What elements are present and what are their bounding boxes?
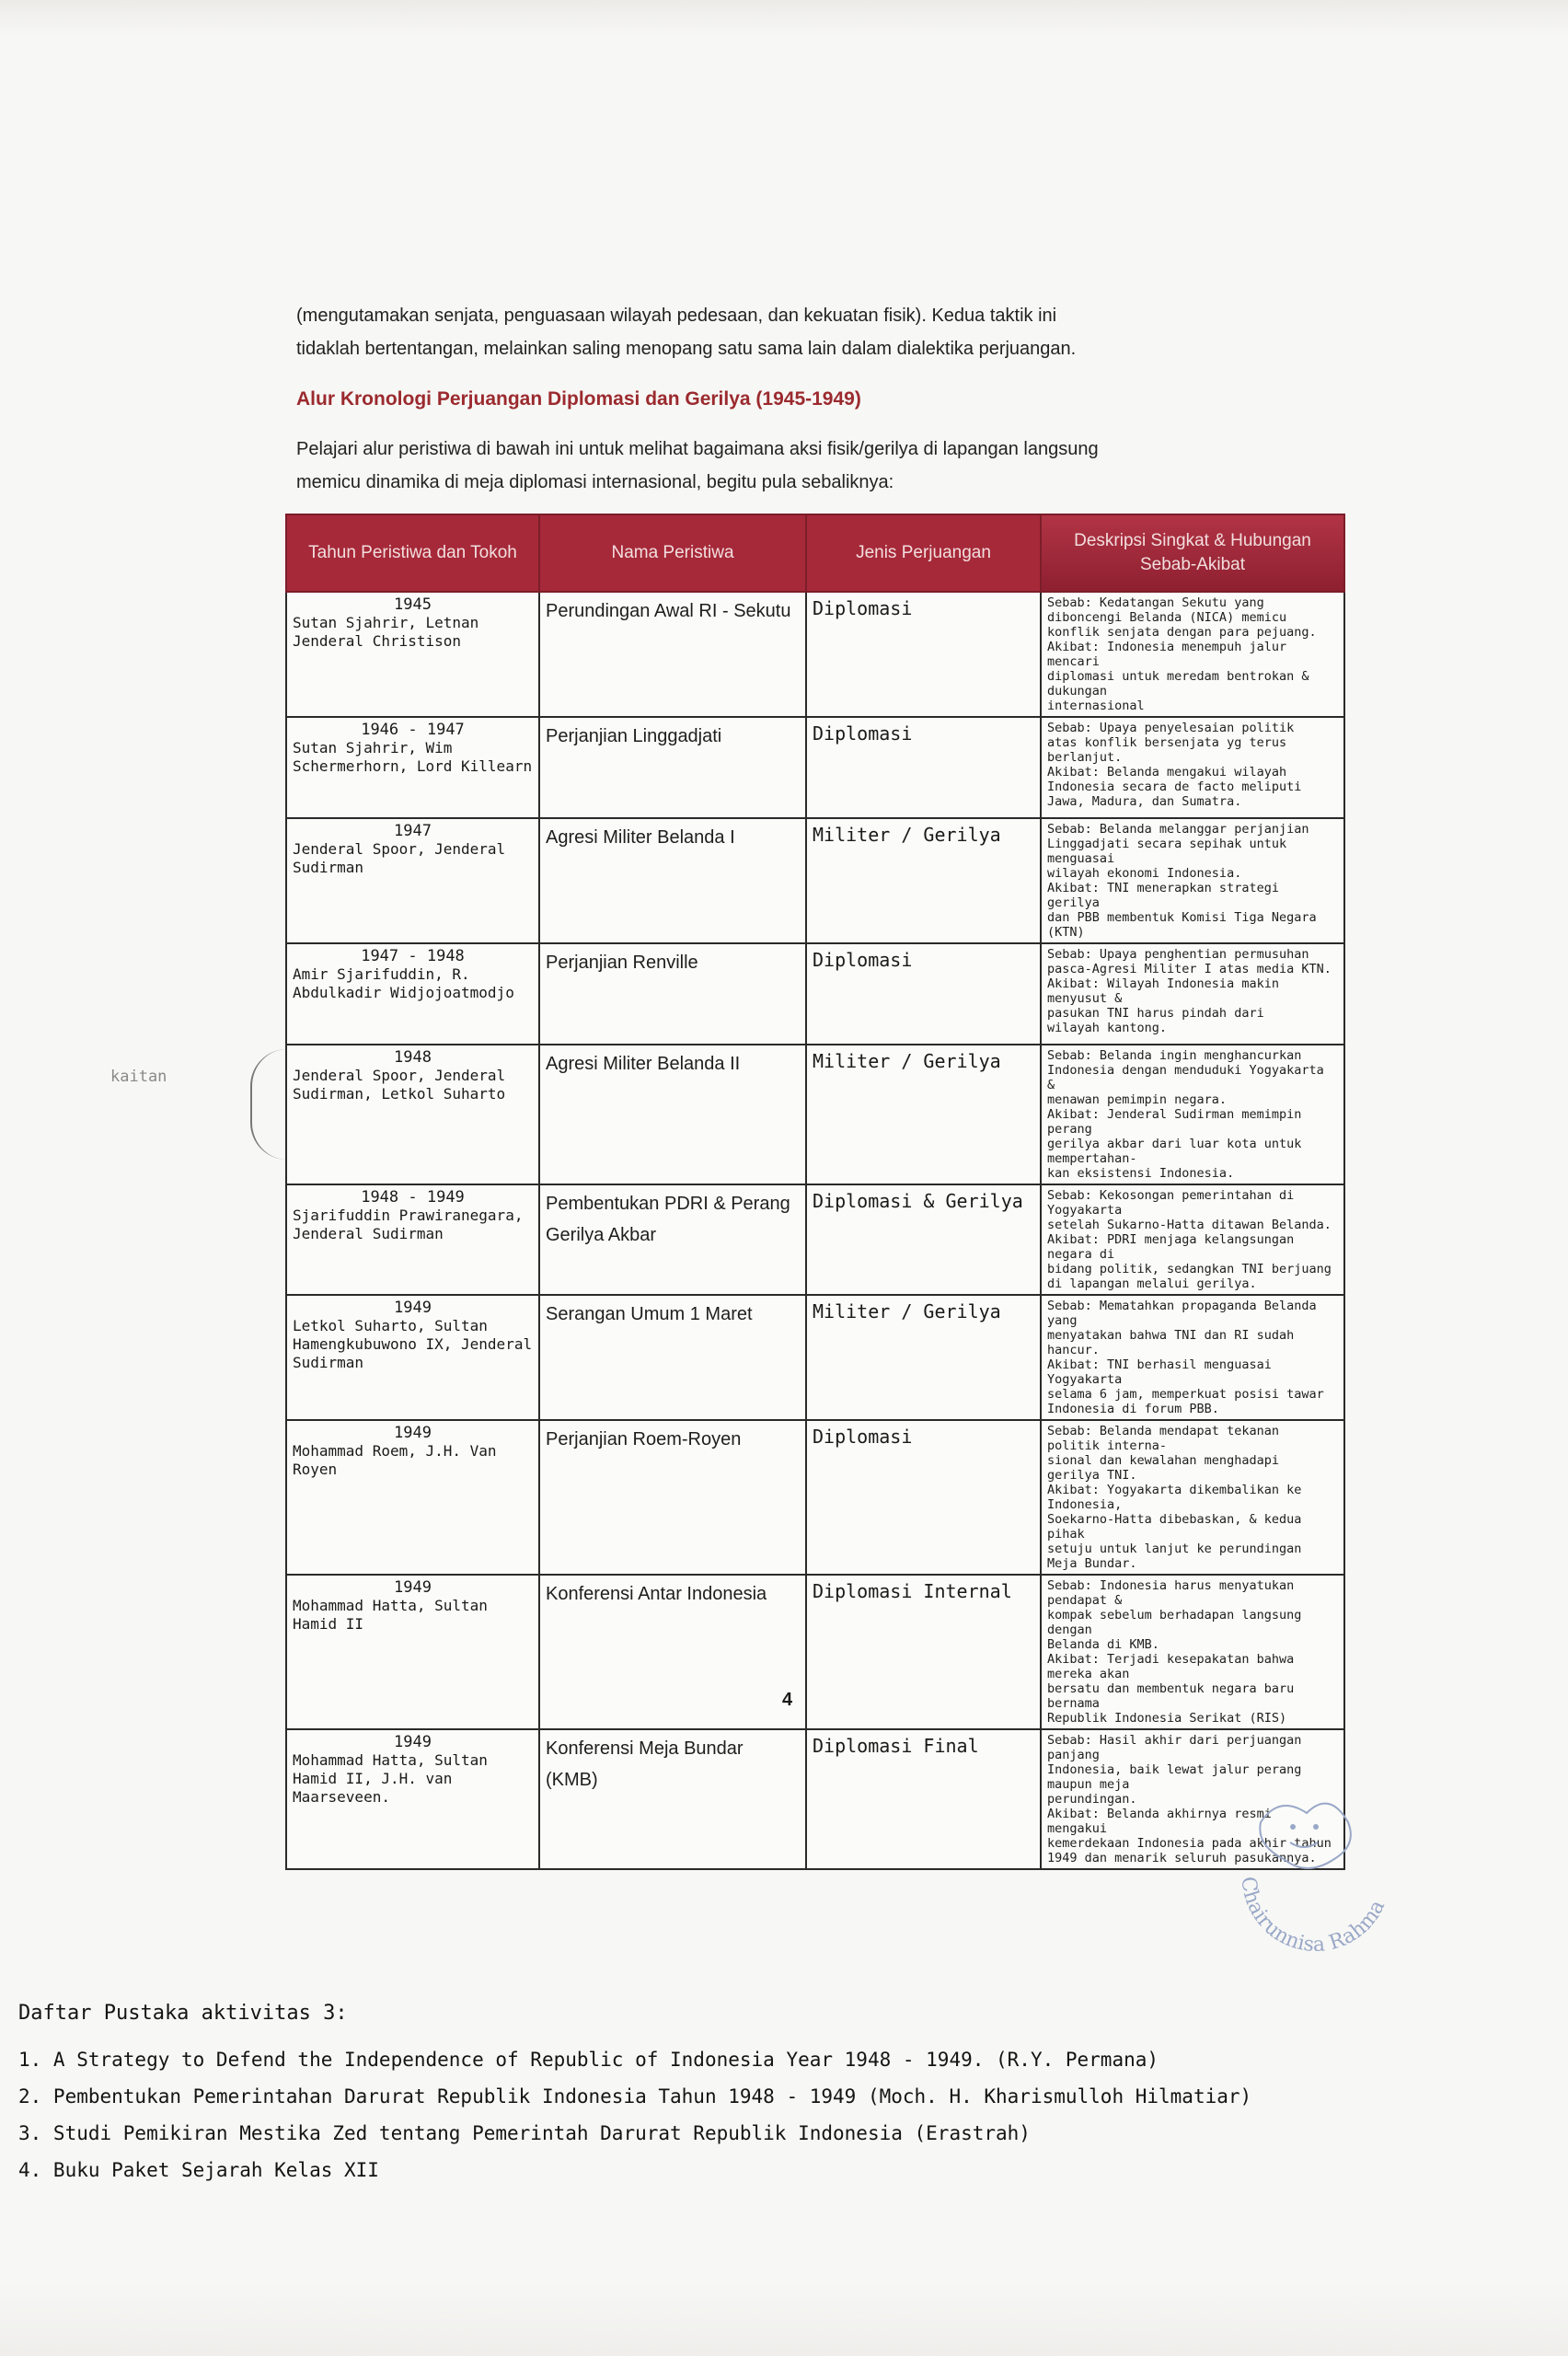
year-text: 1949	[394, 1299, 432, 1317]
page-bottom-shadow	[0, 2282, 1568, 2356]
year-text: 1946 - 1947	[361, 721, 465, 739]
description-line: gerilya akbar dari luar kota untuk mempertahan-	[1047, 1137, 1302, 1166]
description-line: Belanda di KMB.	[1047, 1637, 1159, 1652]
cell-description	[1041, 943, 1344, 1045]
table-row	[286, 717, 1344, 818]
description-line: diboncengi Belanda (NICA) memicu	[1047, 610, 1287, 625]
description-line: konflik senjata dengan para pejuang.	[1047, 625, 1317, 640]
cell-year-figures	[286, 1184, 539, 1295]
figures-text: Mohammad Hatta, Sultan Hamid II	[293, 1597, 488, 1633]
cell-event-name: Perjanjian Renville	[539, 943, 806, 1045]
description-line: Sebab: Belanda ingin menghancurkan	[1047, 1048, 1302, 1063]
references-title: Daftar Pustaka aktivitas 3:	[18, 2002, 348, 2025]
description-line: Akibat: TNI berhasil menguasai Yogyakarta	[1047, 1357, 1272, 1387]
figures-text: Amir Sjarifuddin, R. Abdulkadir Widjojoatmodjo	[293, 965, 514, 1001]
description-line: wilayah ekonomi Indonesia.	[1047, 866, 1242, 881]
description-line: Indonesia dengan menduduki Yogyakarta &	[1047, 1063, 1324, 1092]
cell-struggle-type: Diplomasi	[806, 592, 1041, 717]
description-line: Soekarno-Hatta dibebaskan, & kedua pihak	[1047, 1512, 1302, 1542]
description-line: 1949 dan menarik seluruh pasukannya.	[1047, 1851, 1317, 1865]
description-line: Sebab: Kekosongan pemerintahan di Yogyakarta	[1047, 1188, 1295, 1218]
cell-struggle-type: Diplomasi Final	[806, 1729, 1041, 1869]
description-line: Sebab: Belanda mendapat tekanan politik interna-	[1047, 1424, 1279, 1453]
description-line: Akibat: Belanda akhirnya resmi mengakui	[1047, 1807, 1272, 1836]
table-body	[286, 592, 1344, 1869]
description-line: diplomasi untuk meredam bentrokan & dukungan	[1047, 669, 1309, 699]
header-event-name: Nama Peristiwa	[539, 514, 806, 592]
table-row	[286, 1184, 1344, 1295]
cell-event-name: Agresi Militer Belanda II	[539, 1045, 806, 1184]
header-description: Deskripsi Singkat & Hubungan Sebab-Akibat	[1041, 514, 1344, 592]
description-line: Sebab: Upaya penyelesaian politik	[1047, 721, 1295, 735]
table-row	[286, 943, 1344, 1045]
description-line: kompak sebelum berhadapan langsung dengan	[1047, 1608, 1302, 1637]
chronology-table	[285, 514, 1345, 1870]
reference-item: 4. Buku Paket Sejarah Kelas XII	[18, 2159, 379, 2181]
lead-paragraph	[296, 433, 1290, 499]
description-line: kan eksistensi Indonesia.	[1047, 1166, 1235, 1181]
description-line: setuju untuk lanjut ke perundingan Meja Bundar.	[1047, 1542, 1302, 1571]
cell-struggle-type: Diplomasi Internal	[806, 1575, 1041, 1729]
description-line: Sebab: Kedatangan Sekutu yang	[1047, 595, 1264, 610]
table-row	[286, 592, 1344, 717]
description-line: Jawa, Madura, dan Sumatra.	[1047, 794, 1242, 809]
cell-year-figures	[286, 1729, 539, 1869]
cell-struggle-type: Diplomasi	[806, 1420, 1041, 1575]
margin-bracket	[250, 1049, 289, 1160]
description-line: atas konflik bersenjata yg terus berlanjut.	[1047, 735, 1287, 765]
description-line: setelah Sukarno-Hatta ditawan Belanda.	[1047, 1218, 1332, 1232]
description-line: Akibat: Jenderal Sudirman memimpin perang	[1047, 1107, 1302, 1137]
description-line: di lapangan melalui gerilya.	[1047, 1276, 1257, 1291]
cell-event-name: Konferensi Meja Bundar (KMB)	[539, 1729, 806, 1869]
description-line: menyatakan bahwa TNI dan RI sudah hancur.	[1047, 1328, 1295, 1357]
description-line: Indonesia secara de facto meliputi	[1047, 780, 1302, 794]
cell-event-name: Agresi Militer Belanda I	[539, 818, 806, 943]
description-line: pasca-Agresi Militer I atas media KTN.	[1047, 962, 1332, 976]
year-text: 1947 - 1948	[361, 947, 465, 965]
reference-item: 3. Studi Pemikiran Mestika Zed tentang Pemerintah Darurat Republik Indonesia (Erastrah)	[18, 2122, 1031, 2144]
cell-description	[1041, 592, 1344, 717]
table-row	[286, 1045, 1344, 1184]
description-line: Sebab: Mematahkan propaganda Belanda yang	[1047, 1299, 1317, 1328]
table-row	[286, 1729, 1344, 1869]
description-line: Indonesia, baik lewat jalur perang maupun meja	[1047, 1762, 1302, 1792]
cell-event-name: Konferensi Antar Indonesia	[539, 1575, 806, 1729]
figures-text: Sutan Sjahrir, Wim Schermerhorn, Lord Killearn	[293, 739, 533, 775]
signature-stamp	[1205, 1767, 1417, 1951]
cell-description	[1041, 1295, 1344, 1420]
cell-event-name: Pembentukan PDRI & Perang Gerilya Akbar	[539, 1184, 806, 1295]
lead-line: Pelajari alur peristiwa di bawah ini untuk melihat bagaimana aksi fisik/gerilya di lapangan langsung	[296, 439, 1099, 459]
cell-year-figures	[286, 818, 539, 943]
header-struggle-type: Jenis Perjuangan	[806, 514, 1041, 592]
table-row	[286, 1295, 1344, 1420]
table-row	[286, 1420, 1344, 1575]
description-line: pasukan TNI harus pindah dari	[1047, 1006, 1264, 1021]
description-line: Akibat: TNI menerapkan strategi gerilya	[1047, 881, 1279, 910]
lead-line: memicu dinamika di meja diplomasi internasional, begitu pula sebaliknya:	[296, 472, 894, 492]
description-line: bersatu dan membentuk negara baru bernama	[1047, 1681, 1295, 1711]
page-number: 4	[782, 1690, 793, 1710]
cell-year-figures	[286, 1295, 539, 1420]
cell-description	[1041, 717, 1344, 818]
cell-year-figures	[286, 943, 539, 1045]
description-line: Linggadjati secara sepihak untuk menguasai	[1047, 837, 1287, 866]
references	[18, 2002, 1546, 2189]
cell-year-figures	[286, 1420, 539, 1575]
cell-event-name: Perjanjian Linggadjati	[539, 717, 806, 818]
description-line: menawan pemimpin negara.	[1047, 1092, 1228, 1107]
cell-struggle-type: Militer / Gerilya	[806, 1045, 1041, 1184]
table-row	[286, 818, 1344, 943]
cell-year-figures	[286, 1045, 539, 1184]
year-text: 1949	[394, 1733, 432, 1751]
table-row	[286, 1575, 1344, 1729]
year-text: 1949	[394, 1424, 432, 1442]
description-line: Akibat: Indonesia menempuh jalur mencari	[1047, 640, 1287, 669]
year-text: 1948	[394, 1048, 432, 1067]
figures-text: Sjarifuddin Prawiranegara, Jenderal Sudirman	[293, 1207, 524, 1242]
description-line: internasional	[1047, 699, 1145, 713]
description-line: Akibat: Wilayah Indonesia makin menyusut &	[1047, 976, 1279, 1006]
description-line: Sebab: Indonesia harus menyatukan pendapat &	[1047, 1578, 1295, 1608]
table-header-row	[286, 514, 1344, 592]
year-text: 1949	[394, 1578, 432, 1597]
cell-description	[1041, 818, 1344, 943]
description-line: bidang politik, sedangkan TNI berjuang	[1047, 1262, 1332, 1276]
cell-description	[1041, 1575, 1344, 1729]
figures-text: Jenderal Spoor, Jenderal Sudirman, Letkol Suharto	[293, 1067, 506, 1103]
description-line: perundingan.	[1047, 1792, 1137, 1807]
description-line: Republik Indonesia Serikat (RIS)	[1047, 1711, 1287, 1726]
description-line: Sebab: Upaya penghentian permusuhan	[1047, 947, 1309, 962]
cell-year-figures	[286, 717, 539, 818]
cell-struggle-type: Militer / Gerilya	[806, 1295, 1041, 1420]
description-line: Indonesia di forum PBB.	[1047, 1402, 1219, 1416]
description-line: dan PBB membentuk Komisi Tiga Negara (KTN)	[1047, 910, 1317, 940]
description-line: Sebab: Belanda melanggar perjanjian	[1047, 822, 1309, 837]
stamp-label	[1237, 1876, 1390, 1951]
reference-item: 1. A Strategy to Defend the Independence of Republic of Indonesia Year 1948 - 1949. (R.Y. Permana)	[18, 2049, 1159, 2071]
description-line: wilayah kantong.	[1047, 1021, 1168, 1035]
intro-paragraph	[296, 299, 1286, 365]
intro-line: (mengutamakan senjata, penguasaan wilayah pedesaan, dan kekuatan fisik). Kedua taktik ini	[296, 306, 1057, 326]
description-line: Akibat: Belanda mengakui wilayah	[1047, 765, 1287, 780]
cell-event-name: Serangan Umum 1 Maret	[539, 1295, 806, 1420]
figures-text: Letkol Suharto, Sultan Hamengkubuwono IX, Jenderal Sudirman	[293, 1317, 533, 1371]
cell-year-figures	[286, 592, 539, 717]
cell-struggle-type: Militer / Gerilya	[806, 818, 1041, 943]
reference-item: 2. Pembentukan Pemerintahan Darurat Republik Indonesia Tahun 1948 - 1949 (Moch. H. Kharismulloh Hilmatiar)	[18, 2085, 1252, 2108]
figures-text: Jenderal Spoor, Jenderal Sudirman	[293, 840, 506, 876]
header-year-figures: Tahun Peristiwa dan Tokoh	[286, 514, 539, 592]
figures-text: Mohammad Roem, J.H. Van Royen	[293, 1442, 497, 1478]
section-title: Alur Kronologi Perjuangan Diplomasi dan Gerilya (1945-1949)	[296, 388, 861, 410]
description-line: Akibat: Yogyakarta dikembalikan ke Indonesia,	[1047, 1483, 1302, 1512]
cell-struggle-type: Diplomasi	[806, 943, 1041, 1045]
year-text: 1948 - 1949	[361, 1188, 465, 1207]
cell-struggle-type: Diplomasi & Gerilya	[806, 1184, 1041, 1295]
cell-event-name: Perjanjian Roem-Royen	[539, 1420, 806, 1575]
description-line: kemerdekaan Indonesia pada akhir tahun	[1047, 1836, 1332, 1851]
margin-note: kaitan	[110, 1068, 167, 1086]
figures-text: Mohammad Hatta, Sultan Hamid II, J.H. van Maarseveen.	[293, 1751, 488, 1806]
year-text: 1945	[394, 595, 432, 614]
description-line: Akibat: Terjadi kesepakatan bahwa mereka akan	[1047, 1652, 1295, 1681]
cell-description	[1041, 1045, 1344, 1184]
year-text: 1947	[394, 822, 432, 840]
cell-description	[1041, 1420, 1344, 1575]
figures-text: Sutan Sjahrir, Letnan Jenderal Christison	[293, 614, 479, 650]
description-line: Akibat: PDRI menjaga kelangsungan negara di	[1047, 1232, 1295, 1262]
intro-line: tidaklah bertentangan, melainkan saling menopang satu sama lain dalam dialektika perjuangan.	[296, 339, 1077, 359]
cell-description	[1041, 1184, 1344, 1295]
description-line: selama 6 jam, memperkuat posisi tawar	[1047, 1387, 1324, 1402]
description-line: sional dan kewalahan menghadapi gerilya TNI.	[1047, 1453, 1279, 1483]
description-line: Sebab: Hasil akhir dari perjuangan panjang	[1047, 1733, 1302, 1762]
page-top-shadow	[0, 0, 1568, 37]
stamp-label-path: Chairunnisa Rahma	[1236, 1875, 1390, 1951]
cell-year-figures	[286, 1575, 539, 1729]
cell-event-name: Perundingan Awal RI - Sekutu	[539, 592, 806, 717]
cell-struggle-type: Diplomasi	[806, 717, 1041, 818]
